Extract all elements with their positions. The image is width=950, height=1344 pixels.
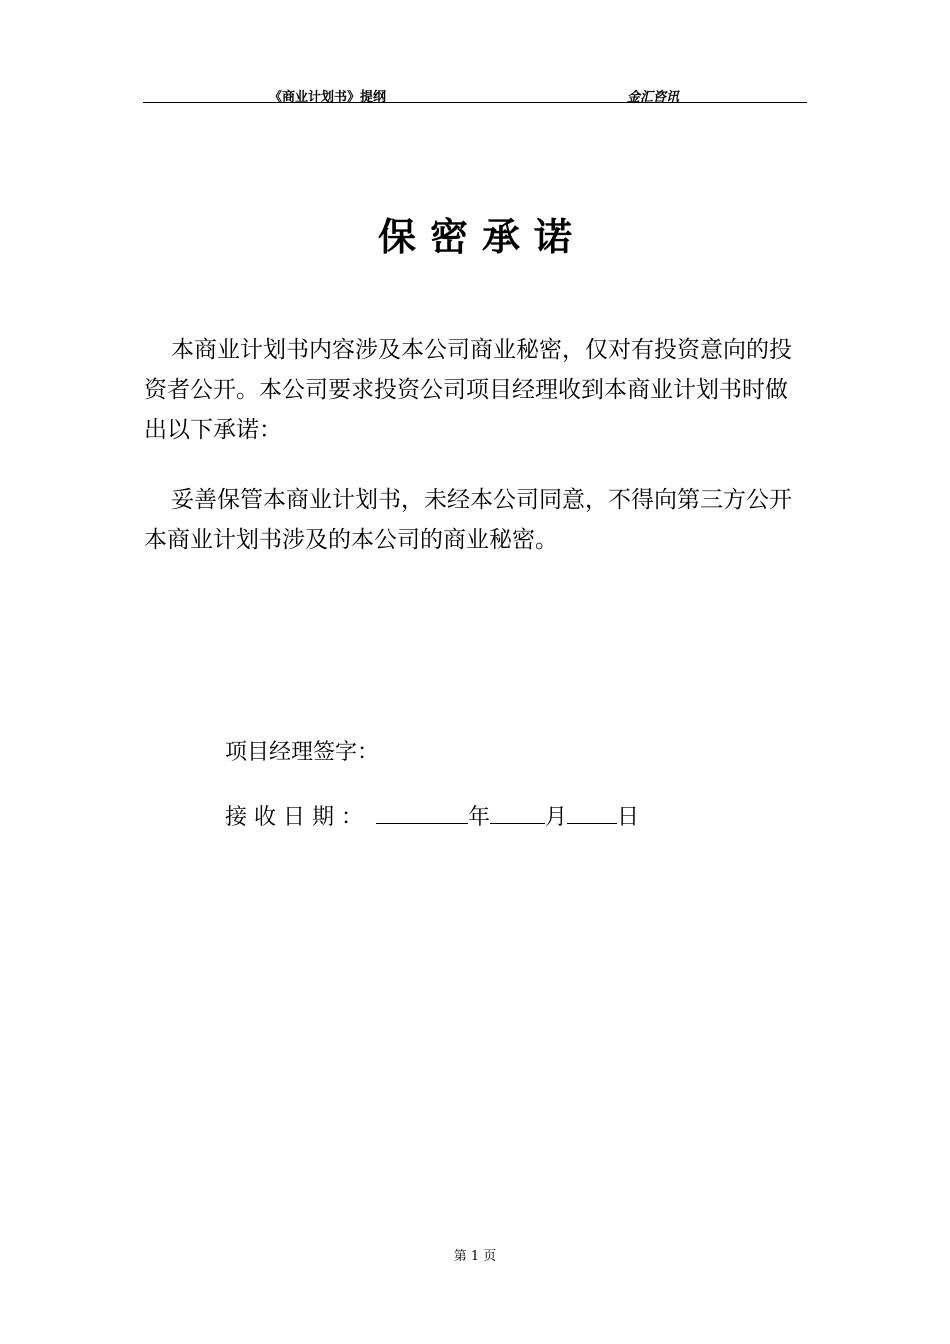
month-unit: 月 — [545, 805, 568, 830]
header-company-name: 金汇咨讯 — [627, 90, 680, 105]
signature-label: 项目经理签字： — [225, 740, 380, 765]
paragraph-intro: 本商业计划书内容涉及本公司商业秘密，仅对有投资意向的投资者公开。本公司要求投资公司项目经理收到本商业计划书时做出以下承诺： — [144, 337, 792, 443]
day-unit: 日 — [617, 805, 640, 830]
page-title: 保密承诺 — [377, 215, 586, 259]
day-blank — [567, 801, 617, 824]
month-blank — [490, 801, 545, 824]
header-divider — [143, 102, 807, 103]
header-document-title: 《商业计划书》提纲 — [269, 90, 387, 105]
year-blank — [376, 801, 468, 824]
paragraph-commitment: 妥善保管本商业计划书，未经本公司同意，不得向第三方公开本商业计划书涉及的本公司的商业秘密。 — [144, 487, 792, 553]
receipt-date-label: 接收日期： — [225, 805, 371, 830]
signature-line — [225, 735, 379, 766]
year-unit: 年 — [468, 805, 491, 830]
page-number: 第 1 页 — [453, 1249, 497, 1264]
receipt-date-line — [225, 800, 639, 831]
